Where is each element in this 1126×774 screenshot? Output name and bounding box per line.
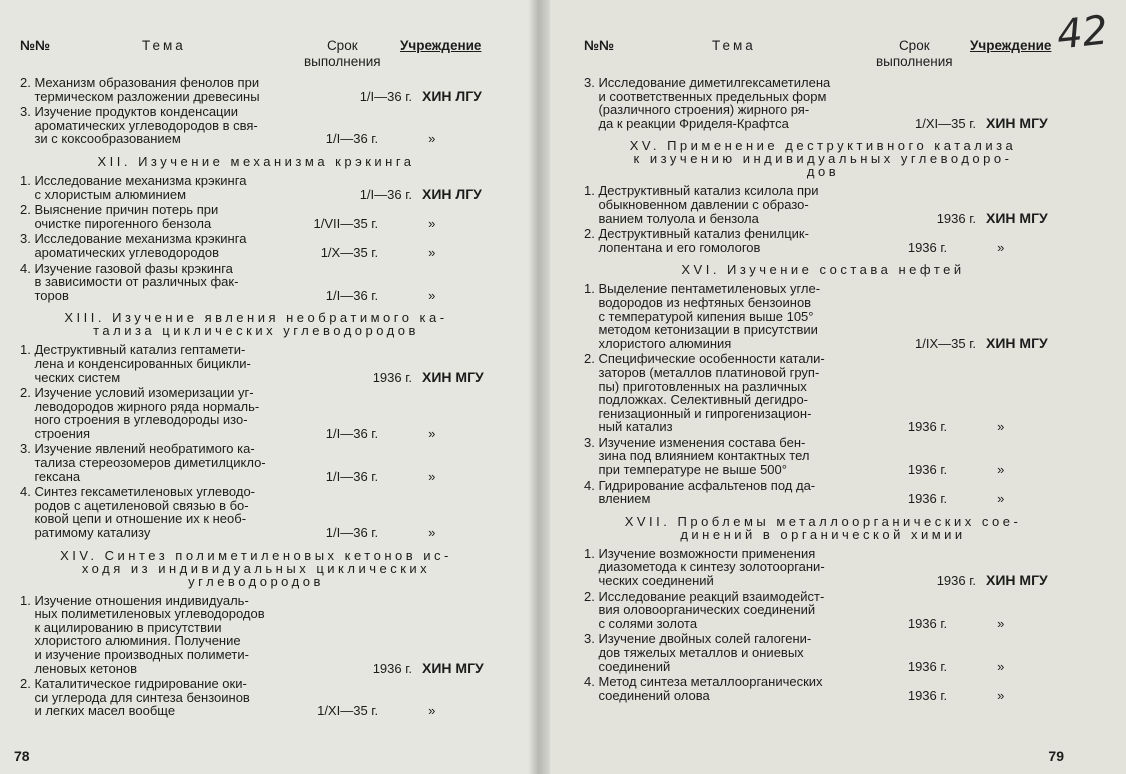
header-number: №№ (20, 38, 51, 53)
entry-deadline: 1936 г. (907, 419, 948, 435)
entry-institution: » (428, 525, 436, 541)
entry-deadline: 1/I—36 г. (325, 468, 379, 484)
entry-institution: » (428, 287, 436, 303)
table-row (20, 442, 492, 483)
entry-topic: 3. Изучение продуктов конденсации ароматических углеводородов в свя- зи с коксообразованием (20, 104, 258, 147)
right-page (540, 0, 1126, 774)
entry-deadline: 1/I—36 г. (325, 131, 379, 147)
page-number-left: 78 (14, 748, 30, 764)
table-row (20, 232, 492, 259)
entry-topic: 2. Специфические особенности катали- заторов (металлов платиновой груп- пы) приготовленных на различных подложках. Селективный дегидро- генизационный и гипрогенизацион- ный катализ (584, 351, 825, 435)
entry-institution: » (997, 615, 1005, 631)
table-row (584, 76, 1062, 130)
entry-topic: 2. Исследование реакций взаимодейст- вия оловоорганических соединений с солями золота (584, 588, 825, 631)
table-row (20, 174, 492, 201)
entry-topic: 3. Изучение изменения состава бен- зина под влиянием контактных тел при температуре не выше 500° (584, 434, 810, 478)
table-row (20, 677, 492, 718)
header-deadline: Срок выполнения (304, 38, 381, 69)
page-number-right: 79 (1048, 748, 1064, 764)
entry-topic: 4. Изучение газовой фазы крэкинга в зависимости от различных фак- торов (20, 260, 239, 303)
table-row (584, 675, 1062, 702)
section-heading: XV. Применение деструктивного катализа к изучению индивидуальных углеводоро- дов (629, 138, 1017, 180)
entry-institution: » (997, 239, 1005, 255)
entry-deadline: 1936 г. (907, 491, 948, 507)
table-header (20, 36, 492, 76)
header-number: №№ (584, 38, 615, 53)
section-heading: XIV. Синтез полиметиленовых кетонов ис- ходя из индивидуальных циклических углеводородов (60, 547, 452, 589)
table-row (584, 282, 1062, 350)
entry-deadline: 1936 г. (907, 462, 948, 478)
entry-institution: » (428, 215, 436, 231)
header-topic: Тема (142, 38, 186, 53)
entry-deadline: 1/VII—35 г. (313, 215, 379, 231)
entry-topic: 2. Выяснение причин потерь при очистке пирогенного бензола (20, 202, 219, 231)
entry-deadline: 1/IX—35 г. (915, 335, 976, 351)
table-row (584, 436, 1062, 477)
entry-institution: » (997, 419, 1005, 435)
entry-deadline: 1936 г. (936, 210, 976, 226)
entry-deadline: 1/XI—35 г. (317, 703, 379, 719)
section-heading: XIII. Изучение явления необратимого ка- тализа циклических углеводородов (64, 310, 448, 339)
entry-institution: » (428, 131, 436, 147)
entry-institution: » (997, 687, 1005, 703)
table-row (584, 184, 1062, 225)
handwritten-page-note: 42 (1054, 7, 1111, 59)
book-gutter (528, 0, 550, 774)
table-row (20, 105, 492, 146)
entry-institution: ХИН МГУ (986, 334, 1048, 351)
entry-topic: 2. Деструктивный катализ фенилцик- лопентана и его гомологов (584, 226, 809, 255)
left-page (0, 0, 540, 774)
entry-deadline: 1936 г. (907, 239, 948, 255)
entry-topic: 1. Выделение пентаметиленовых угле- водородов из нефтяных бензоинов с температурой кипения выше 105° методом кетонизации в присутствии хлористого алюминия (584, 281, 821, 351)
table-row (584, 479, 1062, 506)
entry-institution: » (997, 491, 1005, 507)
table-row (584, 590, 1062, 631)
entry-institution: ХИН МГУ (986, 209, 1048, 226)
header-institution: Учреждение (970, 38, 1052, 53)
table-row (584, 227, 1062, 254)
entry-deadline: 1/I—36 г. (359, 186, 412, 202)
entry-deadline: 1/I—36 г. (325, 525, 379, 541)
entry-topic: 4. Метод синтеза металлоорганических соединений олова (584, 674, 823, 703)
entry-deadline: 1936 г. (907, 658, 948, 674)
entry-deadline: 1936 г. (372, 660, 412, 676)
entry-institution: ХИН ЛГУ (422, 87, 482, 104)
entry-deadline: 1936 г. (372, 369, 412, 385)
entry-topic: 4. Гидрирование асфальтенов под да- влением (584, 477, 816, 507)
entry-institution: » (428, 244, 436, 260)
table-row (584, 632, 1062, 673)
entry-institution: ХИН ЛГУ (422, 185, 482, 202)
entry-deadline: 1936 г. (907, 615, 948, 631)
right-entries (584, 76, 1062, 704)
entry-topic: 1. Деструктивный катализ гептамети- лена и конденсированных бицикли- ческих систем (20, 342, 251, 385)
table-row (20, 594, 492, 676)
table-row (584, 352, 1062, 434)
entry-topic: 3. Исследование механизма крэкинга ароматических углеводородов (20, 231, 247, 260)
entry-deadline: 1/I—36 г. (325, 287, 379, 303)
entry-institution: ХИН МГУ (422, 368, 484, 385)
entry-institution: » (997, 658, 1005, 674)
table-row (20, 76, 492, 103)
section-heading: XII. Изучение механизма крэкинга (97, 153, 415, 169)
entry-topic: 3. Исследование диметилгексаметилена и соответственных предельных форм (различного строения) жирного ря- да к реакции Фриделя-Крафтса (584, 75, 831, 131)
table-row (20, 485, 492, 539)
entry-deadline: 1936 г. (907, 687, 948, 703)
entry-deadline: 1/I—36 г. (325, 425, 379, 441)
section-heading: XVI. Изучение состава нефтей (681, 262, 965, 278)
table-row (20, 262, 492, 303)
entry-topic: 2. Каталитическое гидрирование оки- си углерода для синтеза бензоинов и легких масел вообще (20, 676, 250, 719)
entry-deadline: 1936 г. (936, 573, 976, 589)
entry-institution: ХИН МГУ (422, 659, 484, 676)
entry-topic: 4. Синтез гексаметиленовых углеводо- родов с ацетиленовой связью в бо- ковой цепи и отношение их к необ- ратимому катализу (20, 484, 256, 541)
table-row (20, 343, 492, 384)
entry-topic: 1. Изучение возможности применения диазометода к синтезу золотооргани- ческих соединений (584, 545, 825, 589)
entry-topic: 2. Механизм образования фенолов при термическом разложении древесины (20, 75, 260, 104)
entry-institution: » (997, 462, 1005, 478)
entry-deadline: 1/XI—35 г. (915, 115, 976, 131)
entry-topic: 1. Деструктивный катализ ксилола при обыкновенном давлении с образо- ванием толуола и бензола (584, 183, 819, 226)
section-heading: XVII. Проблемы металлоорганических сое- динений в органической химии (624, 513, 1022, 542)
header-deadline: Срок выполнения (876, 38, 953, 69)
header-topic: Тема (712, 38, 756, 53)
entry-institution: » (428, 703, 436, 719)
entry-topic: 3. Изучение явлений необратимого ка- тализа стереозомеров диметилцикло- гексана (20, 441, 266, 484)
entry-topic: 2. Изучение условий изомеризации уг- леводородов жирного ряда нормаль- ного строения в углеводороды изо- строения (20, 385, 260, 441)
entry-deadline: 1/X—35 г. (320, 244, 379, 260)
entry-topic: 1. Изучение отношения индивидуаль- ных полиметиленовых углеводородов к ацилированию в присутствии хлористого алюминия. Получение и изучение производных полимети- леновых кетонов (20, 592, 265, 676)
entry-topic: 1. Исследование механизма крэкинга с хлористым алюминием (20, 172, 247, 202)
entry-deadline: 1/I—36 г. (359, 88, 412, 104)
entry-institution: » (428, 425, 436, 441)
header-institution: Учреждение (400, 38, 482, 53)
entry-topic: 3. Изучение двойных солей галогени- дов тяжелых металлов и ониевых соединений (584, 631, 812, 674)
table-header (584, 36, 1062, 76)
table-row (20, 203, 492, 230)
entry-institution: ХИН МГУ (986, 114, 1048, 131)
table-row (584, 547, 1062, 588)
table-row (20, 386, 492, 440)
entry-institution: ХИН МГУ (986, 572, 1048, 589)
left-entries (20, 76, 492, 720)
entry-institution: » (428, 468, 436, 484)
